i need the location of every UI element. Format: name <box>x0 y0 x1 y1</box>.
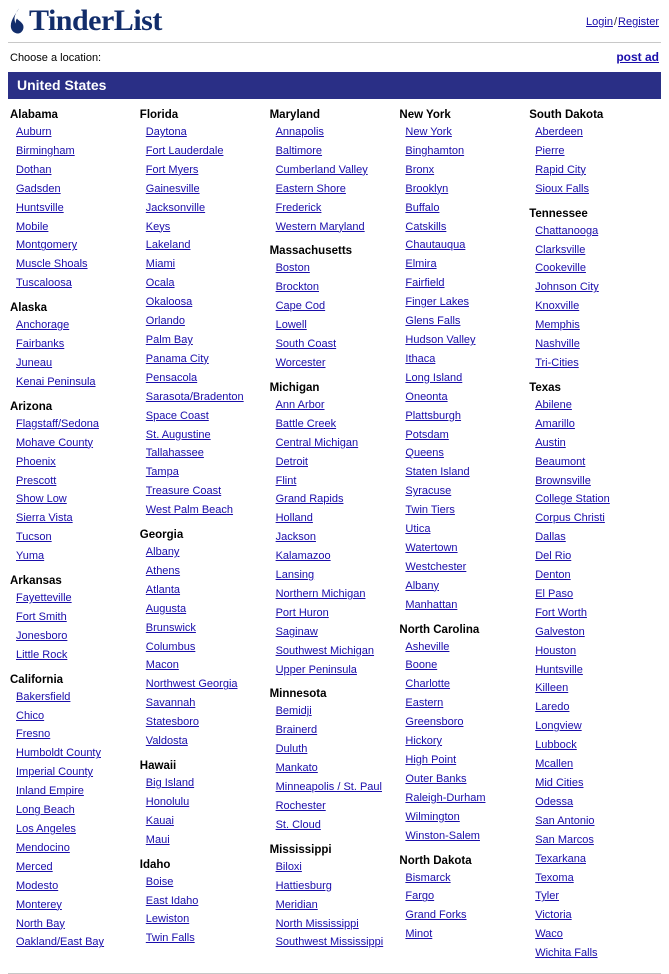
city-link[interactable]: Northwest Georgia <box>145 678 238 691</box>
city-link[interactable]: Augusta <box>145 602 187 615</box>
city-link[interactable]: Fairbanks <box>16 338 65 351</box>
city-link[interactable]: Fort Myers <box>145 163 199 176</box>
city-link[interactable]: High Point <box>405 754 457 766</box>
state-group <box>10 575 134 665</box>
city-link[interactable]: Orlando <box>145 315 185 328</box>
city-link[interactable]: Statesboro <box>145 716 199 729</box>
state-heading: California <box>10 673 64 686</box>
city-link[interactable]: Kenai Peninsula <box>16 375 96 388</box>
city-link[interactable]: Fargo <box>405 890 435 903</box>
city-link[interactable]: New York <box>405 126 452 138</box>
city-link[interactable]: Gainesville <box>145 182 200 195</box>
city-link[interactable]: Galveston <box>535 625 585 638</box>
state-heading: Arkansas <box>10 575 62 588</box>
state-group <box>140 109 264 520</box>
city-link[interactable]: Elmira <box>405 258 437 271</box>
state-heading: Tennessee <box>529 207 588 220</box>
state-heading: North Dakota <box>399 854 472 867</box>
city-link[interactable]: St. Augustine <box>145 428 211 441</box>
state-group <box>270 688 394 834</box>
city-link[interactable]: Cape Cod <box>275 300 326 313</box>
city-link[interactable]: Beaumont <box>535 455 586 468</box>
city-link[interactable]: Sarasota/Bradenton <box>145 390 244 403</box>
city-link[interactable]: Utica <box>405 523 431 536</box>
city-link[interactable]: Rochester <box>275 800 326 812</box>
city-link[interactable]: Show Low <box>16 493 67 506</box>
state-group <box>529 109 653 199</box>
state-group <box>529 208 653 373</box>
country-banner: United States <box>8 72 661 99</box>
post-ad-link[interactable]: post ad <box>616 50 659 64</box>
city-link[interactable]: Annapolis <box>275 126 324 138</box>
city-link[interactable]: South Coast <box>275 338 337 351</box>
city-link[interactable]: Montgomery <box>16 239 78 252</box>
location-column <box>10 109 140 952</box>
top-bar <box>8 0 661 36</box>
city-link[interactable]: Sioux Falls <box>535 182 589 195</box>
city-link[interactable]: Inland Empire <box>16 785 84 798</box>
city-link[interactable]: Hickory <box>405 735 443 748</box>
city-link[interactable]: College Station <box>535 493 610 506</box>
city-link[interactable]: Boston <box>275 262 310 275</box>
city-link[interactable]: Birmingham <box>16 144 75 157</box>
city-link[interactable]: Lakeland <box>145 239 191 252</box>
city-link[interactable]: Eastern Shore <box>275 182 346 195</box>
city-link[interactable]: Potsdam <box>405 428 449 441</box>
city-link[interactable]: Miami <box>145 258 176 271</box>
city-link[interactable]: Memphis <box>535 319 580 332</box>
city-link[interactable]: Oakland/East Bay <box>16 936 105 949</box>
state-group <box>399 624 523 846</box>
city-link[interactable]: Ithaca <box>405 352 436 365</box>
city-link[interactable]: Central Michigan <box>275 436 359 449</box>
city-link[interactable]: Denton <box>535 569 571 582</box>
city-link[interactable]: Knoxville <box>535 300 580 313</box>
city-link[interactable]: Manhattan <box>405 598 458 611</box>
city-link[interactable]: Clarksville <box>535 243 586 256</box>
city-link[interactable]: Hudson Valley <box>405 333 476 346</box>
state-heading: Florida <box>139 109 179 121</box>
city-link[interactable]: Jonesboro <box>16 629 68 642</box>
city-link[interactable]: Mendocino <box>16 841 70 854</box>
city-link[interactable]: Texoma <box>535 871 574 884</box>
state-group <box>529 382 653 963</box>
choose-location-label: Choose a location: <box>10 52 102 64</box>
city-link[interactable]: El Paso <box>535 587 574 600</box>
state-heading: Mississippi <box>269 843 332 856</box>
city-link[interactable]: Jackson <box>275 531 316 544</box>
city-link[interactable]: Little Rock <box>16 648 68 661</box>
city-link[interactable]: Dothan <box>16 163 52 176</box>
flame-icon <box>10 8 28 34</box>
city-link[interactable]: Outer Banks <box>405 772 467 785</box>
city-link[interactable]: Prescott <box>16 474 57 487</box>
state-group <box>10 302 134 392</box>
city-link[interactable]: Tri-Cities <box>535 356 579 369</box>
city-link[interactable]: Cookeville <box>535 262 586 275</box>
city-link[interactable]: Phoenix <box>16 455 56 468</box>
city-link[interactable]: Baltimore <box>275 144 323 157</box>
register-link[interactable]: Register <box>618 16 659 28</box>
location-columns <box>8 109 661 963</box>
city-link[interactable]: Minot <box>405 928 433 941</box>
state-heading: Minnesota <box>269 688 327 701</box>
city-link[interactable]: Corpus Christi <box>535 512 605 525</box>
city-link[interactable]: Texarkana <box>535 852 586 865</box>
city-link[interactable]: Glens Falls <box>405 315 461 328</box>
city-link[interactable]: Tucson <box>16 531 52 544</box>
city-link[interactable]: Juneau <box>16 356 53 369</box>
city-link[interactable]: Worcester <box>275 356 326 369</box>
city-link[interactable]: Asheville <box>405 640 450 653</box>
city-link[interactable]: Rapid City <box>535 163 586 176</box>
city-link[interactable]: Fort Lauderdale <box>145 144 224 157</box>
city-link[interactable]: Fresno <box>16 728 51 741</box>
city-link[interactable]: Chautauqua <box>405 239 466 252</box>
city-link[interactable]: Flagstaff/Sedona <box>16 417 99 430</box>
city-link[interactable]: Houston <box>535 644 577 657</box>
city-link[interactable]: Honolulu <box>145 795 190 808</box>
city-link[interactable]: Raleigh-Durham <box>405 791 486 804</box>
city-link[interactable]: Johnson City <box>535 281 599 294</box>
city-link[interactable]: Southwest Michigan <box>275 644 375 657</box>
city-link[interactable]: Ann Arbor <box>275 398 325 411</box>
city-link[interactable]: Tyler <box>535 890 560 903</box>
city-link[interactable]: Kauai <box>145 814 174 827</box>
city-link[interactable]: Atlanta <box>145 583 181 596</box>
location-column <box>270 109 400 952</box>
city-link[interactable]: Northern Michigan <box>275 587 366 600</box>
city-link[interactable]: Hattiesburg <box>275 879 332 892</box>
city-link[interactable]: Bemidji <box>275 705 312 718</box>
logo-text: TinderList <box>29 4 162 37</box>
city-link[interactable]: Tallahassee <box>145 447 204 460</box>
city-link[interactable]: Brooklyn <box>405 182 449 195</box>
city-link[interactable]: San Marcos <box>535 833 594 846</box>
city-link[interactable]: Huntsville <box>16 201 64 214</box>
city-link[interactable]: Long Beach <box>16 804 75 817</box>
city-link[interactable]: St. Cloud <box>275 818 321 831</box>
city-link[interactable]: North Bay <box>16 917 65 930</box>
city-link[interactable]: Valdosta <box>145 735 188 748</box>
city-link[interactable]: Queens <box>405 447 444 460</box>
city-link[interactable]: Holland <box>275 512 313 525</box>
auth-links <box>586 6 659 28</box>
city-link[interactable]: Daytona <box>145 126 187 138</box>
city-link[interactable]: Southwest Mississippi <box>275 936 384 949</box>
city-link[interactable]: East Idaho <box>145 894 199 907</box>
city-link[interactable]: Austin <box>535 436 566 449</box>
state-heading: Texas <box>529 381 561 394</box>
city-link[interactable]: Gadsden <box>16 182 61 195</box>
state-group <box>270 245 394 372</box>
city-link[interactable]: Finger Lakes <box>405 296 469 309</box>
city-link[interactable]: Battle Creek <box>275 417 337 430</box>
city-link[interactable]: Lewiston <box>145 913 190 926</box>
city-link[interactable]: Lowell <box>275 319 307 332</box>
state-group <box>140 529 264 751</box>
city-link[interactable]: Chattanooga <box>535 224 599 237</box>
state-group <box>270 382 394 680</box>
city-link[interactable]: Laredo <box>535 701 570 714</box>
city-link[interactable]: Imperial County <box>16 766 94 779</box>
city-link[interactable]: Bakersfield <box>16 690 71 703</box>
city-link[interactable]: Grand Rapids <box>275 493 344 506</box>
state-group <box>399 855 523 945</box>
city-link[interactable]: Columbus <box>145 640 196 653</box>
city-link[interactable]: Port Huron <box>275 606 329 619</box>
city-link[interactable]: Long Island <box>405 371 463 384</box>
city-link[interactable]: West Palm Beach <box>145 504 234 517</box>
city-link[interactable]: Plattsburgh <box>405 409 462 422</box>
city-link[interactable]: Panama City <box>145 352 209 365</box>
state-heading: New York <box>399 109 451 121</box>
city-link[interactable]: Westchester <box>405 560 467 573</box>
city-link[interactable]: Okaloosa <box>145 296 193 309</box>
city-link[interactable]: Macon <box>145 659 179 672</box>
city-link[interactable]: Binghamton <box>405 144 465 157</box>
city-link[interactable]: Mobile <box>16 220 49 233</box>
city-link[interactable]: Kalamazoo <box>275 550 331 563</box>
location-column <box>140 109 270 948</box>
city-link[interactable]: Fort Worth <box>535 606 587 619</box>
city-link[interactable]: Mohave County <box>16 436 94 449</box>
state-group <box>10 674 134 953</box>
city-link[interactable]: Big Island <box>145 777 195 789</box>
city-link[interactable]: Upper Peninsula <box>275 663 357 676</box>
city-link[interactable]: Grand Forks <box>405 909 467 922</box>
city-link[interactable]: Tampa <box>145 466 179 479</box>
state-heading: Alaska <box>10 302 48 315</box>
city-link[interactable]: Buffalo <box>405 201 440 214</box>
city-link[interactable]: Catskills <box>405 220 447 233</box>
city-link[interactable]: Pierre <box>535 144 565 157</box>
city-link[interactable]: Saginaw <box>275 625 318 638</box>
city-link[interactable]: San Antonio <box>535 814 595 827</box>
state-heading: North Carolina <box>399 623 480 636</box>
city-link[interactable]: Twin Falls <box>145 932 195 945</box>
city-link[interactable]: Jacksonville <box>145 201 206 214</box>
city-link[interactable]: Abilene <box>535 398 572 411</box>
city-link[interactable]: Savannah <box>145 697 196 710</box>
state-heading: Hawaii <box>139 760 177 772</box>
choose-location-row <box>8 43 661 72</box>
state-heading: Michigan <box>269 381 320 394</box>
city-link[interactable]: Eastern <box>405 697 444 710</box>
city-link[interactable]: Palm Bay <box>145 333 193 346</box>
city-link[interactable]: Odessa <box>535 795 574 808</box>
city-link[interactable]: Minneapolis / St. Paul <box>275 781 382 794</box>
state-group <box>399 109 523 615</box>
city-link[interactable]: Waco <box>535 928 563 941</box>
city-link[interactable]: Huntsville <box>535 663 583 676</box>
city-link[interactable]: Killeen <box>535 682 569 695</box>
city-link[interactable]: Modesto <box>16 879 59 892</box>
city-link[interactable]: Albany <box>405 579 440 592</box>
city-link[interactable]: Flint <box>275 474 297 487</box>
state-heading: South Dakota <box>529 109 604 121</box>
city-link[interactable]: Bronx <box>405 163 435 176</box>
city-link[interactable]: Chico <box>16 709 45 722</box>
city-link[interactable]: Lubbock <box>535 739 577 752</box>
city-link[interactable]: Merced <box>16 860 53 873</box>
city-link[interactable]: Winston-Salem <box>405 829 480 842</box>
city-link[interactable]: Monterey <box>16 898 62 911</box>
city-link[interactable]: Fairfield <box>405 277 445 290</box>
state-group <box>10 109 134 293</box>
city-link[interactable]: Athens <box>145 564 181 577</box>
city-link[interactable]: Dallas <box>535 531 566 544</box>
city-link[interactable]: Brainerd <box>275 724 318 737</box>
city-link[interactable]: Amarillo <box>535 417 575 430</box>
city-link[interactable]: Lansing <box>275 569 315 582</box>
city-link[interactable]: Charlotte <box>405 678 451 691</box>
location-column <box>399 109 529 944</box>
city-link[interactable]: Victoria <box>535 909 572 922</box>
city-link[interactable]: Mcallen <box>535 758 574 771</box>
city-link[interactable]: Del Rio <box>535 550 572 563</box>
city-link[interactable]: Fort Smith <box>16 610 67 623</box>
state-heading: Alabama <box>10 109 58 121</box>
city-link[interactable]: Pensacola <box>145 371 198 384</box>
city-link[interactable]: Twin Tiers <box>405 504 455 517</box>
city-link[interactable]: Longview <box>535 720 582 733</box>
city-link[interactable]: Anchorage <box>16 319 70 332</box>
city-link[interactable]: Auburn <box>16 126 52 138</box>
city-link[interactable]: Boone <box>405 659 438 672</box>
city-link[interactable]: Wilmington <box>405 810 460 823</box>
state-group <box>140 859 264 949</box>
login-link[interactable]: Login <box>586 16 613 28</box>
state-heading: Massachusetts <box>269 245 353 258</box>
city-link[interactable]: Wichita Falls <box>535 947 598 960</box>
city-link[interactable]: Western Maryland <box>275 220 365 233</box>
city-link[interactable]: Los Angeles <box>16 823 76 835</box>
city-link[interactable]: Fayetteville <box>16 592 72 605</box>
city-link[interactable]: Biloxi <box>275 860 302 873</box>
city-link[interactable]: Brockton <box>275 281 320 294</box>
city-link[interactable]: Meridian <box>275 898 318 911</box>
city-link[interactable]: Oneonta <box>405 390 448 403</box>
state-heading: Arizona <box>10 400 53 413</box>
state-group <box>10 401 134 566</box>
city-link[interactable]: Yuma <box>16 550 45 563</box>
city-link[interactable]: Aberdeen <box>535 126 583 138</box>
city-link[interactable]: Detroit <box>275 455 308 468</box>
city-link[interactable]: Treasure Coast <box>145 485 222 498</box>
state-heading: Georgia <box>139 529 184 542</box>
city-link[interactable]: Cumberland Valley <box>275 163 368 176</box>
auth-separator: / <box>613 16 618 28</box>
city-link[interactable]: Space Coast <box>145 409 209 422</box>
city-link[interactable]: Bismarck <box>405 871 451 884</box>
city-link[interactable]: Mankato <box>275 762 318 775</box>
city-link[interactable]: Ocala <box>145 277 175 290</box>
city-link[interactable]: Frederick <box>275 201 322 214</box>
state-heading: Idaho <box>139 858 171 871</box>
city-link[interactable]: North Mississippi <box>275 917 359 930</box>
city-link[interactable]: Mid Cities <box>535 777 584 789</box>
state-group <box>270 109 394 236</box>
state-group <box>140 760 264 850</box>
state-heading: Maryland <box>269 109 321 121</box>
city-link[interactable]: Brunswick <box>145 621 196 634</box>
city-link[interactable]: Greensboro <box>405 716 464 729</box>
site-logo[interactable] <box>10 6 162 36</box>
city-link[interactable]: Duluth <box>275 743 308 756</box>
state-group <box>270 844 394 953</box>
city-link[interactable]: Tuscaloosa <box>16 277 72 290</box>
city-link[interactable]: Maui <box>145 833 170 846</box>
city-link[interactable]: Sierra Vista <box>16 512 73 525</box>
location-column <box>529 109 659 963</box>
city-link[interactable]: Staten Island <box>405 466 470 479</box>
city-link[interactable]: Brownsville <box>535 474 591 487</box>
city-link[interactable]: Muscle Shoals <box>16 258 88 271</box>
city-link[interactable]: Keys <box>145 220 171 233</box>
city-link[interactable]: Nashville <box>535 338 580 351</box>
city-link[interactable]: Humboldt County <box>16 747 101 760</box>
city-link[interactable]: Albany <box>145 546 180 559</box>
city-link[interactable]: Watertown <box>405 541 458 554</box>
city-link[interactable]: Boise <box>145 875 174 888</box>
city-link[interactable]: Syracuse <box>405 485 452 498</box>
